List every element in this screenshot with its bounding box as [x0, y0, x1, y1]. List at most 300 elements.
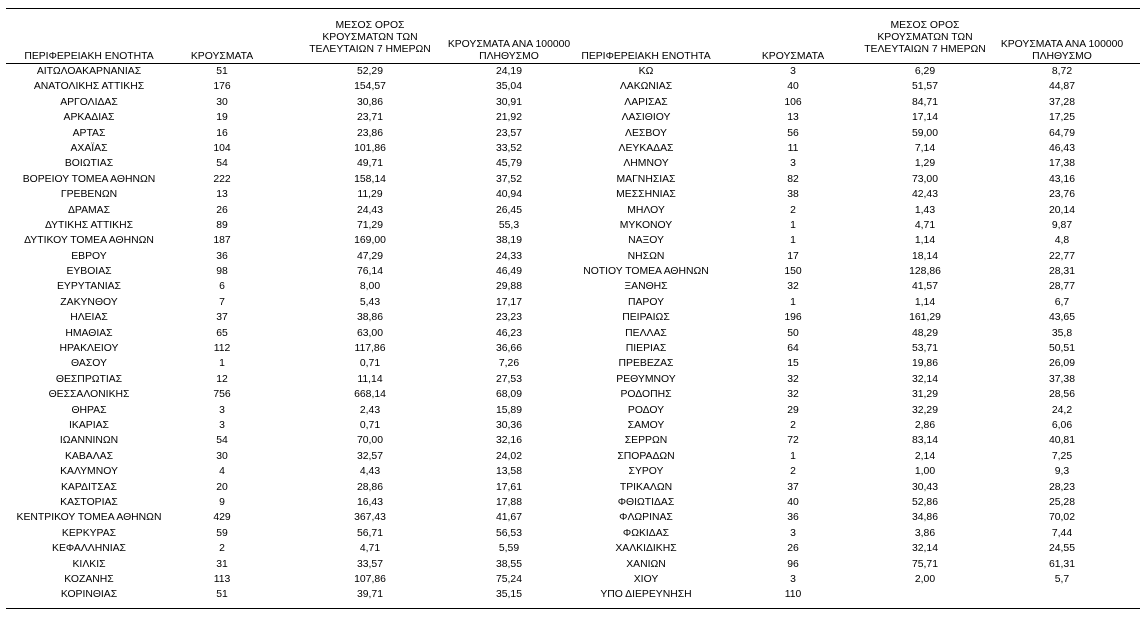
right-avg7-cell: 52,86: [911, 496, 938, 508]
table-row: [6, 464, 1140, 479]
right-avg7-cell: 17,14: [911, 112, 938, 124]
left-region-cell: ΘΑΣΟΥ: [71, 358, 107, 370]
right-per100k-cell: 9,87: [1051, 219, 1073, 231]
right-per100k-cell: 64,79: [1048, 127, 1075, 139]
left-cases-cell: 13: [216, 189, 228, 201]
right-avg7-cell: 6,29: [914, 66, 936, 77]
right-region-cell: ΝΑΞΟΥ: [628, 235, 664, 247]
right-region-cell: ΧΙΟΥ: [633, 573, 659, 585]
right-per100k-cell: 43,65: [1048, 312, 1075, 324]
left-per100k-cell: 35,04: [495, 81, 522, 93]
right-per100k-cell: 37,38: [1048, 373, 1075, 385]
right-per100k-cell: 44,87: [1048, 81, 1075, 93]
table-row: [6, 141, 1140, 156]
left-region-cell: ΑΡΚΑΔΙΑΣ: [63, 112, 115, 124]
left-per100k-cell: 13,58: [495, 466, 522, 478]
table-row: [6, 295, 1140, 310]
left-region-cell: ΚΕΦΑΛΛΗΝΙΑΣ: [52, 543, 126, 555]
right-avg7-cell: 1,14: [914, 296, 936, 308]
left-cases-cell: 30: [216, 96, 228, 108]
left-avg7-cell: 4,43: [359, 466, 381, 478]
left-per100k-cell: 33,52: [495, 142, 522, 154]
left-cases-cell: 36: [216, 250, 228, 262]
right-cases-cell: 3: [790, 158, 796, 170]
table-row: [6, 264, 1140, 279]
left-avg7-cell: 107,86: [354, 573, 386, 585]
left-cases-cell: 187: [213, 235, 231, 247]
left-region-cell: ΗΛΕΙΑΣ: [70, 312, 108, 324]
left-cases-cell: 4: [219, 466, 225, 478]
table-row: [6, 203, 1140, 218]
left-avg7-cell: 5,43: [359, 296, 381, 308]
right-cases-cell: 2: [790, 466, 796, 478]
left-region-cell: ΑΡΤΑΣ: [72, 127, 106, 139]
right-cases-cell: 37: [787, 481, 799, 493]
right-region-cell: ΠΙΕΡΙΑΣ: [625, 343, 667, 355]
right-avg7-cell: 59,00: [911, 127, 938, 139]
right-avg7-cell: 75,71: [911, 558, 938, 570]
left-cases-cell: 51: [216, 589, 228, 601]
left-region-cell: ΓΡΕΒΕΝΩΝ: [60, 189, 118, 201]
right-per100k-cell: 37,28: [1048, 96, 1075, 108]
left-avg7-cell: 30,86: [356, 96, 383, 108]
right-per100k-cell: 40,81: [1048, 435, 1075, 447]
right-avg7-cell: 1,29: [914, 158, 936, 170]
right-cases-cell: 96: [787, 558, 799, 570]
left-region-cell: ΘΕΣΣΑΛΟΝΙΚΗΣ: [48, 389, 130, 401]
left-cases-cell: 89: [216, 219, 228, 231]
right-region-cell: ΚΩ: [638, 66, 654, 77]
left-region-cell: ΙΚΑΡΙΑΣ: [69, 419, 109, 431]
right-cases-cell: 110: [784, 589, 802, 601]
table-row: [6, 172, 1140, 187]
left-per100k-cell: 55,3: [498, 219, 520, 231]
right-per100k-cell: 23,76: [1048, 189, 1075, 201]
left-cases-cell: 37: [216, 312, 228, 324]
right-per100k-cell: 6,06: [1051, 419, 1073, 431]
left-avg7-cell: 11,29: [357, 189, 383, 201]
header-per100k-right: [992, 39, 1132, 63]
left-avg7-cell: 117,86: [354, 343, 386, 355]
right-per100k-cell: 70,02: [1048, 512, 1075, 524]
table-row: [6, 249, 1140, 264]
left-cases-cell: 19: [216, 112, 228, 124]
left-region-cell: ΑΧΑΪΑΣ: [70, 142, 108, 154]
left-avg7-cell: 11,14: [357, 373, 383, 385]
table-bottom-rule: [6, 608, 1140, 609]
right-avg7-cell: 42,43: [911, 189, 938, 201]
left-cases-cell: 176: [213, 81, 231, 93]
right-per100k-cell: 26,09: [1048, 358, 1075, 370]
right-per100k-cell: 17,38: [1048, 158, 1075, 170]
left-per100k-cell: 36,66: [495, 343, 522, 355]
table-row: [6, 95, 1140, 110]
left-per100k-cell: 75,24: [495, 573, 522, 585]
left-avg7-cell: 32,57: [356, 450, 383, 462]
header-per100k-left: [439, 39, 579, 63]
right-avg7-cell: 161,29: [909, 312, 941, 324]
header-avg-left: [303, 20, 437, 56]
header-avg-line1: ΜΕΣΟΣ ΟΡΟΣ: [335, 20, 405, 31]
left-per100k-cell: 46,49: [495, 266, 522, 278]
right-region-cell: ΣΥΡΟΥ: [628, 466, 664, 478]
right-region-cell: ΠΡΕΒΕΖΑΣ: [618, 358, 674, 370]
right-avg7-cell: 31,29: [911, 389, 938, 401]
right-avg7-cell: 7,14: [914, 142, 936, 154]
right-per100k-cell: 7,44: [1051, 527, 1073, 539]
left-cases-cell: 113: [213, 573, 231, 585]
left-per100k-cell: 35,15: [495, 589, 522, 601]
right-region-cell: ΛΑΡΙΣΑΣ: [624, 96, 668, 108]
right-region-cell: ΧΑΛΚΙΔΙΚΗΣ: [615, 543, 677, 555]
left-per100k-cell: 29,88: [495, 281, 522, 293]
header-avg-right: [858, 20, 992, 56]
left-cases-cell: 9: [219, 496, 225, 508]
left-per100k-cell: 26,45: [495, 204, 522, 216]
left-per100k-cell: 30,91: [495, 96, 522, 108]
left-cases-cell: 222: [213, 173, 231, 185]
left-avg7-cell: 0,71: [359, 358, 381, 370]
left-region-cell: ΔΥΤΙΚΗΣ ΑΤΤΙΚΗΣ: [44, 219, 134, 231]
left-region-cell: ΚΕΡΚΥΡΑΣ: [61, 527, 117, 539]
left-region-cell: ΒΟΙΩΤΙΑΣ: [64, 158, 114, 170]
left-per100k-cell: 45,79: [495, 158, 522, 170]
left-per100k-cell: 27,53: [495, 373, 522, 385]
right-avg7-cell: 1,00: [914, 466, 936, 478]
left-per100k-cell: 37,52: [495, 173, 522, 185]
right-avg7-cell: 73,00: [911, 173, 938, 185]
left-cases-cell: 54: [216, 158, 228, 170]
left-cases-cell: 54: [216, 435, 228, 447]
right-per100k-cell: 50,51: [1048, 343, 1075, 355]
right-region-cell: ΣΕΡΡΩΝ: [624, 435, 668, 447]
left-region-cell: ΒΟΡΕΙΟΥ ΤΟΜΕΑ ΑΘΗΝΩΝ: [22, 173, 156, 185]
right-cases-cell: 32: [787, 389, 799, 401]
header-region-right: ΠΕΡΙΦΕΡΕΙΑΚΗ ΕΝΟΤΗΤΑ: [581, 51, 711, 62]
right-region-cell: ΜΥΚΟΝΟΥ: [619, 219, 673, 231]
right-avg7-cell: [858, 587, 992, 602]
right-avg7-cell: 53,71: [911, 343, 938, 355]
left-avg7-cell: 24,43: [356, 204, 383, 216]
table-row: [6, 341, 1140, 356]
right-avg7-cell: 34,86: [911, 512, 938, 524]
table-row: [6, 279, 1140, 294]
right-per100k-cell: 24,2: [1051, 404, 1073, 416]
left-region-cell: ΚΑΛΥΜΝΟΥ: [60, 466, 118, 478]
left-avg7-cell: 101,86: [354, 142, 386, 154]
right-per100k-cell: 4,8: [1054, 235, 1070, 247]
right-region-cell: ΞΑΝΘΗΣ: [624, 281, 668, 293]
header-avg-line3: ΤΕΛΕΥΤΑΙΩΝ 7 ΗΜΕΡΩΝ: [309, 44, 431, 55]
left-avg7-cell: 76,14: [356, 266, 383, 278]
right-cases-cell: 1: [790, 219, 796, 231]
table-row: [6, 326, 1140, 341]
table-row: [6, 387, 1140, 402]
left-per100k-cell: 5,59: [498, 543, 520, 555]
left-per100k-cell: 17,17: [495, 296, 522, 308]
table-row: [6, 480, 1140, 495]
right-region-cell: ΜΑΓΝΗΣΙΑΣ: [616, 173, 676, 185]
left-region-cell: ΑΡΓΟΛΙΔΑΣ: [60, 96, 118, 108]
right-avg7-cell: 41,57: [911, 281, 938, 293]
left-region-cell: ΗΡΑΚΛΕΙΟΥ: [59, 343, 119, 355]
left-region-cell: ΚΙΛΚΙΣ: [72, 558, 106, 570]
left-avg7-cell: 154,57: [354, 81, 386, 93]
right-region-cell: ΣΑΜΟΥ: [627, 419, 665, 431]
left-avg7-cell: 0,71: [359, 419, 381, 431]
right-region-cell: ΛΗΜΝΟΥ: [623, 158, 669, 170]
left-per100k-cell: 32,16: [495, 435, 522, 447]
left-cases-cell: 7: [219, 296, 225, 308]
right-per100k-cell: 17,25: [1048, 112, 1075, 124]
header-per100k-line2: ΠΛΗΘΥΣΜΟ: [479, 51, 539, 62]
left-per100k-cell: 7,26: [498, 358, 520, 370]
left-region-cell: ΚΟΖΑΝΗΣ: [64, 573, 114, 585]
right-cases-cell: 29: [787, 404, 799, 416]
left-cases-cell: 16: [216, 127, 228, 139]
header-avg-line3: ΤΕΛΕΥΤΑΙΩΝ 7 ΗΜΕΡΩΝ: [864, 44, 986, 55]
right-per100k-cell: 25,28: [1048, 496, 1075, 508]
table-row: [6, 187, 1140, 202]
left-per100k-cell: 23,23: [495, 312, 522, 324]
left-cases-cell: 20: [216, 481, 228, 493]
table-row: [6, 510, 1140, 525]
table-row: [6, 310, 1140, 325]
right-avg7-cell: 18,14: [911, 250, 938, 262]
left-region-cell: ΚΑΒΑΛΑΣ: [64, 450, 114, 462]
right-region-cell: ΛΑΣΙΘΙΟΥ: [621, 112, 671, 124]
header-per100k-line2: ΠΛΗΘΥΣΜΟ: [1032, 51, 1092, 62]
right-region-cell: ΠΕΛΛΑΣ: [625, 327, 667, 339]
right-avg7-cell: 32,14: [911, 543, 938, 555]
left-avg7-cell: 23,71: [356, 112, 383, 124]
table-row: [6, 233, 1140, 248]
right-per100k-cell: 43,16: [1048, 173, 1075, 185]
header-per100k-line1: ΚΡΟΥΣΜΑΤΑ ΑΝΑ 100000: [1000, 39, 1124, 50]
right-cases-cell: 3: [790, 66, 796, 77]
left-avg7-cell: 39,71: [356, 589, 383, 601]
right-region-cell: ΦΩΚΙΔΑΣ: [622, 527, 670, 539]
right-avg7-cell: 84,71: [911, 96, 938, 108]
left-cases-cell: 12: [216, 373, 228, 385]
left-avg7-cell: 2,43: [359, 404, 381, 416]
left-cases-cell: 26: [216, 204, 228, 216]
left-per100k-cell: 23,57: [495, 127, 522, 139]
left-avg7-cell: 4,71: [359, 543, 381, 555]
right-cases-cell: 106: [784, 96, 802, 108]
right-per100k-cell: 22,77: [1048, 250, 1075, 262]
right-avg7-cell: 1,14: [914, 235, 936, 247]
left-cases-cell: 30: [216, 450, 228, 462]
right-per100k-cell: 35,8: [1051, 327, 1073, 339]
right-region-cell: ΣΠΟΡΑΔΩΝ: [617, 450, 675, 462]
table-row: [6, 110, 1140, 125]
right-per100k-cell: 6,7: [1054, 296, 1070, 308]
header-cases-left: ΚΡΟΥΣΜΑΤΑ: [190, 51, 254, 62]
right-cases-cell: 11: [787, 142, 799, 154]
right-region-cell: ΡΟΔΟΠΗΣ: [620, 389, 672, 401]
table-row: [6, 495, 1140, 510]
right-avg7-cell: 83,14: [911, 435, 938, 447]
left-region-cell: ΔΥΤΙΚΟΥ ΤΟΜΕΑ ΑΘΗΝΩΝ: [24, 235, 154, 247]
table-row: [6, 418, 1140, 433]
right-region-cell: ΦΛΩΡΙΝΑΣ: [619, 512, 673, 524]
left-per100k-cell: 24,19: [495, 66, 522, 77]
left-avg7-cell: 33,57: [356, 558, 383, 570]
left-cases-cell: 6: [219, 281, 225, 293]
left-region-cell: ΘΕΣΠΡΩΤΙΑΣ: [55, 373, 123, 385]
left-cases-cell: 756: [213, 389, 231, 401]
right-cases-cell: 2: [790, 204, 796, 216]
table-row: [6, 587, 1140, 602]
left-cases-cell: 65: [216, 327, 228, 339]
right-avg7-cell: 3,86: [914, 527, 936, 539]
table-row: [6, 541, 1140, 556]
right-region-cell: ΜΗΛΟΥ: [627, 204, 665, 216]
left-per100k-cell: 21,92: [495, 112, 522, 124]
right-avg7-cell: 1,43: [914, 204, 936, 216]
header-avg-line2: ΚΡΟΥΣΜΑΤΩΝ ΤΩΝ: [322, 32, 418, 43]
right-region-cell: ΧΑΝΙΩΝ: [626, 558, 666, 570]
right-cases-cell: 36: [787, 512, 799, 524]
right-region-cell: ΛΕΣΒΟΥ: [625, 127, 667, 139]
left-region-cell: ΕΥΒΟΙΑΣ: [66, 266, 112, 278]
right-cases-cell: 3: [790, 573, 796, 585]
right-avg7-cell: 128,86: [909, 266, 941, 278]
right-region-cell: ΛΕΥΚΑΔΑΣ: [618, 142, 674, 154]
left-avg7-cell: 49,71: [356, 158, 383, 170]
left-region-cell: ΕΥΡΥΤΑΝΙΑΣ: [57, 281, 121, 293]
left-per100k-cell: 56,53: [495, 527, 522, 539]
left-region-cell: ΚΕΝΤΡΙΚΟΥ ΤΟΜΕΑ ΑΘΗΝΩΝ: [16, 512, 162, 524]
left-avg7-cell: 70,00: [356, 435, 383, 447]
right-cases-cell: 32: [787, 373, 799, 385]
left-cases-cell: 2: [219, 543, 225, 555]
right-avg7-cell: 2,00: [914, 573, 936, 585]
left-region-cell: ΕΒΡΟΥ: [71, 250, 107, 262]
left-avg7-cell: 169,00: [354, 235, 386, 247]
right-cases-cell: 196: [784, 312, 802, 324]
table-row: [6, 126, 1140, 141]
right-avg7-cell: 32,29: [911, 404, 938, 416]
right-per100k-cell: 61,31: [1048, 558, 1075, 570]
right-region-cell: ΜΕΣΣΗΝΙΑΣ: [616, 189, 676, 201]
left-avg7-cell: 63,00: [356, 327, 383, 339]
right-cases-cell: 40: [787, 496, 799, 508]
right-cases-cell: 15: [787, 358, 799, 370]
right-per100k-cell: 9,3: [1054, 466, 1070, 478]
left-per100k-cell: 40,94: [495, 189, 522, 201]
left-region-cell: ΗΜΑΘΙΑΣ: [65, 327, 113, 339]
left-avg7-cell: 52,29: [356, 66, 383, 77]
header-region-left: ΠΕΡΙΦΕΡΕΙΑΚΗ ΕΝΟΤΗΤΑ: [24, 51, 154, 62]
left-region-cell: ΘΗΡΑΣ: [71, 404, 107, 416]
left-per100k-cell: 46,23: [495, 327, 522, 339]
right-region-cell: ΝΗΣΩΝ: [627, 250, 665, 262]
left-region-cell: ΔΡΑΜΑΣ: [67, 204, 111, 216]
left-region-cell: ΙΩΑΝΝΙΝΩΝ: [59, 435, 119, 447]
right-per100k-cell: 8,72: [1051, 66, 1073, 77]
right-avg7-cell: 4,71: [914, 219, 936, 231]
right-avg7-cell: 30,43: [911, 481, 938, 493]
right-cases-cell: 64: [787, 343, 799, 355]
left-per100k-cell: 24,02: [495, 450, 522, 462]
right-cases-cell: 26: [787, 543, 799, 555]
left-avg7-cell: 8,00: [359, 281, 381, 293]
right-avg7-cell: 2,14: [914, 450, 936, 462]
left-per100k-cell: 24,33: [495, 250, 522, 262]
right-cases-cell: 2: [790, 419, 796, 431]
left-region-cell: ΑΝΑΤΟΛΙΚΗΣ ΑΤΤΙΚΗΣ: [33, 81, 145, 93]
right-region-cell: ΡΕΘΥΜΝΟΥ: [616, 373, 676, 385]
table-row: [6, 557, 1140, 572]
table-row: [6, 433, 1140, 448]
left-avg7-cell: 38,86: [356, 312, 383, 324]
right-cases-cell: 13: [787, 112, 799, 124]
left-region-cell: ΖΑΚΥΝΘΟΥ: [60, 296, 118, 308]
left-region-cell: ΚΑΡΔΙΤΣΑΣ: [61, 481, 117, 493]
right-region-cell: ΝΟΤΙΟΥ ΤΟΜΕΑ ΑΘΗΝΩΝ: [583, 266, 709, 278]
left-cases-cell: 3: [219, 419, 225, 431]
table-row: [6, 64, 1140, 79]
right-cases-cell: 40: [787, 81, 799, 93]
right-cases-cell: 38: [787, 189, 799, 201]
right-region-cell: ΠΑΡΟΥ: [627, 296, 665, 308]
left-avg7-cell: 158,14: [354, 173, 386, 185]
right-cases-cell: 1: [790, 235, 796, 247]
left-cases-cell: 59: [216, 527, 228, 539]
header-avg-line1: ΜΕΣΟΣ ΟΡΟΣ: [890, 20, 960, 31]
right-region-cell: ΥΠΟ ΔΙΕΡΕΥΝΗΣΗ: [600, 589, 692, 601]
header-avg-line2: ΚΡΟΥΣΜΑΤΩΝ ΤΩΝ: [877, 32, 973, 43]
table-row: [6, 449, 1140, 464]
right-cases-cell: 72: [787, 435, 799, 447]
left-region-cell: ΚΟΡΙΝΘΙΑΣ: [60, 589, 118, 601]
left-per100k-cell: 17,61: [495, 481, 522, 493]
right-per100k-cell: 46,43: [1048, 142, 1075, 154]
right-cases-cell: 17: [787, 250, 799, 262]
right-cases-cell: 1: [790, 450, 796, 462]
right-region-cell: ΤΡΙΚΑΛΩΝ: [619, 481, 673, 493]
left-cases-cell: 112: [213, 343, 231, 355]
left-region-cell: ΚΑΣΤΟΡΙΑΣ: [60, 496, 118, 508]
right-cases-cell: 82: [787, 173, 799, 185]
right-cases-cell: 1: [790, 296, 796, 308]
left-avg7-cell: 47,29: [356, 250, 383, 262]
left-avg7-cell: 71,29: [356, 219, 383, 231]
left-per100k-cell: 38,55: [495, 558, 522, 570]
left-per100k-cell: 15,89: [495, 404, 522, 416]
table-row: [6, 218, 1140, 233]
right-per100k-cell: 7,25: [1051, 450, 1073, 462]
table-row: [6, 526, 1140, 541]
right-region-cell: ΡΟΔΟΥ: [627, 404, 665, 416]
left-region-cell: ΑΙΤΩΛΟΑΚΑΡΝΑΝΙΑΣ: [36, 66, 142, 77]
right-region-cell: ΠΕΙΡΑΙΩΣ: [622, 312, 670, 324]
right-avg7-cell: 51,57: [911, 81, 938, 93]
right-per100k-cell: 24,55: [1048, 543, 1075, 555]
left-per100k-cell: 17,88: [495, 496, 522, 508]
right-cases-cell: 3: [790, 527, 796, 539]
left-avg7-cell: 56,71: [356, 527, 383, 539]
right-avg7-cell: 2,86: [914, 419, 936, 431]
right-region-cell: ΦΘΙΩΤΙΔΑΣ: [617, 496, 675, 508]
right-cases-cell: 50: [787, 327, 799, 339]
header-cases-right: ΚΡΟΥΣΜΑΤΑ: [761, 51, 825, 62]
right-cases-cell: 150: [784, 266, 802, 278]
right-per100k-cell: 28,77: [1048, 281, 1075, 293]
table-row: [6, 403, 1140, 418]
